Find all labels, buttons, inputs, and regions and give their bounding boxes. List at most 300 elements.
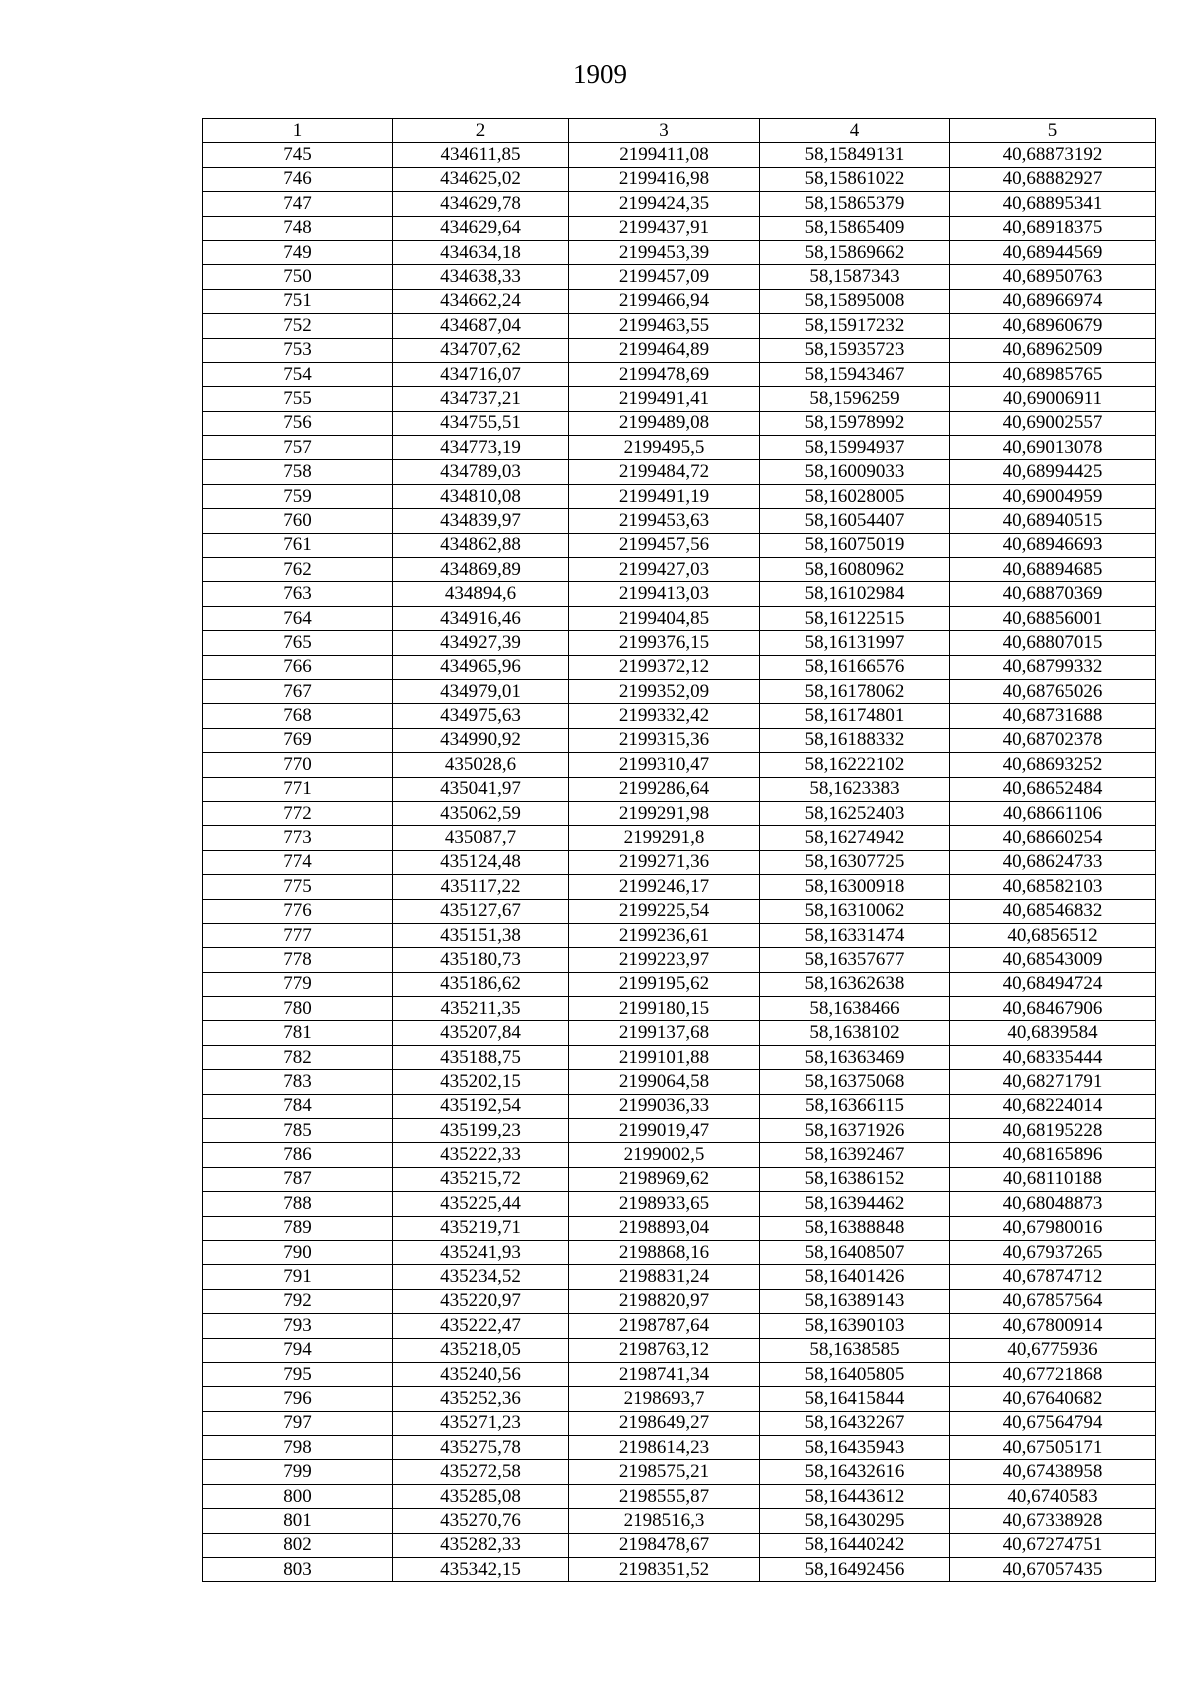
- y-coordinate-cell: 2199064,58: [569, 1070, 760, 1094]
- latitude-cell: 58,16300918: [760, 875, 950, 899]
- point-number-cell: 783: [203, 1070, 393, 1094]
- longitude-cell: 40,68624733: [950, 850, 1156, 874]
- coordinates-table: [202, 118, 1156, 1582]
- column-header: 2: [393, 119, 569, 143]
- y-coordinate-cell: 2199332,42: [569, 704, 760, 728]
- point-number-cell: 759: [203, 484, 393, 508]
- y-coordinate-cell: 2199489,08: [569, 411, 760, 435]
- latitude-cell: 58,15849131: [760, 143, 950, 167]
- x-coordinate-cell: 434975,63: [393, 704, 569, 728]
- point-number-cell: 776: [203, 899, 393, 923]
- longitude-cell: 40,68966974: [950, 289, 1156, 313]
- point-number-cell: 780: [203, 997, 393, 1021]
- table-row: [203, 1119, 1156, 1143]
- point-number-cell: 787: [203, 1167, 393, 1191]
- latitude-cell: 58,15978992: [760, 411, 950, 435]
- longitude-cell: 40,68661106: [950, 801, 1156, 825]
- x-coordinate-cell: 435151,38: [393, 923, 569, 947]
- longitude-cell: 40,67874712: [950, 1265, 1156, 1289]
- point-number-cell: 751: [203, 289, 393, 313]
- y-coordinate-cell: 2199437,91: [569, 216, 760, 240]
- latitude-cell: 58,16028005: [760, 484, 950, 508]
- longitude-cell: 40,68543009: [950, 948, 1156, 972]
- longitude-cell: 40,68731688: [950, 704, 1156, 728]
- table-row: [203, 1143, 1156, 1167]
- y-coordinate-cell: 2199424,35: [569, 192, 760, 216]
- y-coordinate-cell: 2199286,64: [569, 777, 760, 801]
- point-number-cell: 798: [203, 1436, 393, 1460]
- point-number-cell: 795: [203, 1362, 393, 1386]
- table-row: [203, 1021, 1156, 1045]
- point-number-cell: 753: [203, 338, 393, 362]
- table-row: [203, 1216, 1156, 1240]
- longitude-cell: 40,67721868: [950, 1362, 1156, 1386]
- y-coordinate-cell: 2199246,17: [569, 875, 760, 899]
- y-coordinate-cell: 2198575,21: [569, 1460, 760, 1484]
- x-coordinate-cell: 434625,02: [393, 167, 569, 191]
- latitude-cell: 58,15895008: [760, 289, 950, 313]
- x-coordinate-cell: 434979,01: [393, 679, 569, 703]
- latitude-cell: 58,16394462: [760, 1192, 950, 1216]
- longitude-cell: 40,68165896: [950, 1143, 1156, 1167]
- longitude-cell: 40,68873192: [950, 143, 1156, 167]
- table-row: [203, 923, 1156, 947]
- longitude-cell: 40,67980016: [950, 1216, 1156, 1240]
- column-header: 1: [203, 119, 393, 143]
- point-number-cell: 789: [203, 1216, 393, 1240]
- x-coordinate-cell: 434634,18: [393, 240, 569, 264]
- table-row: [203, 850, 1156, 874]
- table-row: [203, 289, 1156, 313]
- latitude-cell: 58,15943467: [760, 362, 950, 386]
- x-coordinate-cell: 434638,33: [393, 265, 569, 289]
- x-coordinate-cell: 435192,54: [393, 1094, 569, 1118]
- y-coordinate-cell: 2199413,03: [569, 582, 760, 606]
- longitude-cell: 40,68582103: [950, 875, 1156, 899]
- latitude-cell: 58,16389143: [760, 1289, 950, 1313]
- longitude-cell: 40,68546832: [950, 899, 1156, 923]
- x-coordinate-cell: 435234,52: [393, 1265, 569, 1289]
- x-coordinate-cell: 435271,23: [393, 1411, 569, 1435]
- point-number-cell: 773: [203, 826, 393, 850]
- x-coordinate-cell: 435285,08: [393, 1484, 569, 1508]
- point-number-cell: 794: [203, 1338, 393, 1362]
- point-number-cell: 792: [203, 1289, 393, 1313]
- y-coordinate-cell: 2199457,56: [569, 533, 760, 557]
- y-coordinate-cell: 2199411,08: [569, 143, 760, 167]
- table-row: [203, 826, 1156, 850]
- point-number-cell: 749: [203, 240, 393, 264]
- y-coordinate-cell: 2199137,68: [569, 1021, 760, 1045]
- latitude-cell: 58,16401426: [760, 1265, 950, 1289]
- x-coordinate-cell: 435222,47: [393, 1314, 569, 1338]
- y-coordinate-cell: 2199466,94: [569, 289, 760, 313]
- point-number-cell: 755: [203, 387, 393, 411]
- latitude-cell: 58,16075019: [760, 533, 950, 557]
- x-coordinate-cell: 435180,73: [393, 948, 569, 972]
- y-coordinate-cell: 2199271,36: [569, 850, 760, 874]
- longitude-cell: 40,68882927: [950, 167, 1156, 191]
- table-row: [203, 972, 1156, 996]
- x-coordinate-cell: 434716,07: [393, 362, 569, 386]
- longitude-cell: 40,68856001: [950, 606, 1156, 630]
- longitude-cell: 40,6740583: [950, 1484, 1156, 1508]
- x-coordinate-cell: 434611,85: [393, 143, 569, 167]
- x-coordinate-cell: 434789,03: [393, 460, 569, 484]
- latitude-cell: 58,16363469: [760, 1045, 950, 1069]
- y-coordinate-cell: 2198649,27: [569, 1411, 760, 1435]
- longitude-cell: 40,68870369: [950, 582, 1156, 606]
- header-row: [203, 119, 1156, 143]
- y-coordinate-cell: 2198516,3: [569, 1509, 760, 1533]
- longitude-cell: 40,68895341: [950, 192, 1156, 216]
- latitude-cell: 58,15869662: [760, 240, 950, 264]
- table-row: [203, 1362, 1156, 1386]
- latitude-cell: 58,16080962: [760, 558, 950, 582]
- x-coordinate-cell: 434916,46: [393, 606, 569, 630]
- x-coordinate-cell: 435225,44: [393, 1192, 569, 1216]
- longitude-cell: 40,67857564: [950, 1289, 1156, 1313]
- latitude-cell: 58,1638585: [760, 1338, 950, 1362]
- point-number-cell: 754: [203, 362, 393, 386]
- y-coordinate-cell: 2198787,64: [569, 1314, 760, 1338]
- latitude-cell: 58,16432616: [760, 1460, 950, 1484]
- table-row: [203, 1289, 1156, 1313]
- longitude-cell: 40,68962509: [950, 338, 1156, 362]
- point-number-cell: 745: [203, 143, 393, 167]
- table-row: [203, 436, 1156, 460]
- table-row: [203, 948, 1156, 972]
- x-coordinate-cell: 435218,05: [393, 1338, 569, 1362]
- table-row: [203, 1045, 1156, 1069]
- x-coordinate-cell: 435202,15: [393, 1070, 569, 1094]
- latitude-cell: 58,16174801: [760, 704, 950, 728]
- latitude-cell: 58,1587343: [760, 265, 950, 289]
- latitude-cell: 58,16054407: [760, 509, 950, 533]
- table-row: [203, 777, 1156, 801]
- point-number-cell: 778: [203, 948, 393, 972]
- latitude-cell: 58,16310062: [760, 899, 950, 923]
- table-row: [203, 655, 1156, 679]
- table-row: [203, 1509, 1156, 1533]
- table-row: [203, 1338, 1156, 1362]
- point-number-cell: 786: [203, 1143, 393, 1167]
- point-number-cell: 761: [203, 533, 393, 557]
- latitude-cell: 58,16388848: [760, 1216, 950, 1240]
- latitude-cell: 58,16371926: [760, 1119, 950, 1143]
- latitude-cell: 58,16178062: [760, 679, 950, 703]
- point-number-cell: 772: [203, 801, 393, 825]
- y-coordinate-cell: 2199291,98: [569, 801, 760, 825]
- y-coordinate-cell: 2198933,65: [569, 1192, 760, 1216]
- table-row: [203, 875, 1156, 899]
- latitude-cell: 58,16252403: [760, 801, 950, 825]
- y-coordinate-cell: 2199427,03: [569, 558, 760, 582]
- longitude-cell: 40,68110188: [950, 1167, 1156, 1191]
- x-coordinate-cell: 434810,08: [393, 484, 569, 508]
- y-coordinate-cell: 2198741,34: [569, 1362, 760, 1386]
- longitude-cell: 40,67438958: [950, 1460, 1156, 1484]
- x-coordinate-cell: 435222,33: [393, 1143, 569, 1167]
- longitude-cell: 40,67274751: [950, 1533, 1156, 1557]
- y-coordinate-cell: 2198763,12: [569, 1338, 760, 1362]
- latitude-cell: 58,16440242: [760, 1533, 950, 1557]
- x-coordinate-cell: 435124,48: [393, 850, 569, 874]
- table-row: [203, 679, 1156, 703]
- x-coordinate-cell: 434927,39: [393, 631, 569, 655]
- y-coordinate-cell: 2199180,15: [569, 997, 760, 1021]
- point-number-cell: 784: [203, 1094, 393, 1118]
- y-coordinate-cell: 2199453,63: [569, 509, 760, 533]
- point-number-cell: 785: [203, 1119, 393, 1143]
- longitude-cell: 40,67564794: [950, 1411, 1156, 1435]
- table-row: [203, 1558, 1156, 1582]
- column-header: 5: [950, 119, 1156, 143]
- longitude-cell: 40,68335444: [950, 1045, 1156, 1069]
- y-coordinate-cell: 2198351,52: [569, 1558, 760, 1582]
- latitude-cell: 58,16386152: [760, 1167, 950, 1191]
- latitude-cell: 58,16390103: [760, 1314, 950, 1338]
- longitude-cell: 40,68918375: [950, 216, 1156, 240]
- table-row: [203, 192, 1156, 216]
- x-coordinate-cell: 435127,67: [393, 899, 569, 923]
- point-number-cell: 764: [203, 606, 393, 630]
- y-coordinate-cell: 2199416,98: [569, 167, 760, 191]
- latitude-cell: 58,16307725: [760, 850, 950, 874]
- point-number-cell: 768: [203, 704, 393, 728]
- table-row: [203, 1240, 1156, 1264]
- latitude-cell: 58,16009033: [760, 460, 950, 484]
- point-number-cell: 782: [203, 1045, 393, 1069]
- y-coordinate-cell: 2199291,8: [569, 826, 760, 850]
- longitude-cell: 40,68702378: [950, 728, 1156, 752]
- y-coordinate-cell: 2199195,62: [569, 972, 760, 996]
- latitude-cell: 58,16430295: [760, 1509, 950, 1533]
- y-coordinate-cell: 2198820,97: [569, 1289, 760, 1313]
- table-body: [203, 143, 1156, 1582]
- x-coordinate-cell: 435211,35: [393, 997, 569, 1021]
- table-row: [203, 704, 1156, 728]
- y-coordinate-cell: 2198693,7: [569, 1387, 760, 1411]
- y-coordinate-cell: 2198831,24: [569, 1265, 760, 1289]
- latitude-cell: 58,15865409: [760, 216, 950, 240]
- latitude-cell: 58,16331474: [760, 923, 950, 947]
- latitude-cell: 58,16408507: [760, 1240, 950, 1264]
- point-number-cell: 793: [203, 1314, 393, 1338]
- y-coordinate-cell: 2198614,23: [569, 1436, 760, 1460]
- y-coordinate-cell: 2198868,16: [569, 1240, 760, 1264]
- point-number-cell: 770: [203, 753, 393, 777]
- point-number-cell: 790: [203, 1240, 393, 1264]
- longitude-cell: 40,68940515: [950, 509, 1156, 533]
- x-coordinate-cell: 435087,7: [393, 826, 569, 850]
- latitude-cell: 58,1638466: [760, 997, 950, 1021]
- y-coordinate-cell: 2199236,61: [569, 923, 760, 947]
- longitude-cell: 40,69013078: [950, 436, 1156, 460]
- latitude-cell: 58,16366115: [760, 1094, 950, 1118]
- longitude-cell: 40,68048873: [950, 1192, 1156, 1216]
- point-number-cell: 774: [203, 850, 393, 874]
- x-coordinate-cell: 435272,58: [393, 1460, 569, 1484]
- y-coordinate-cell: 2198478,67: [569, 1533, 760, 1557]
- x-coordinate-cell: 434687,04: [393, 314, 569, 338]
- x-coordinate-cell: 434862,88: [393, 533, 569, 557]
- latitude-cell: 58,15935723: [760, 338, 950, 362]
- point-number-cell: 788: [203, 1192, 393, 1216]
- latitude-cell: 58,16188332: [760, 728, 950, 752]
- latitude-cell: 58,16432267: [760, 1411, 950, 1435]
- longitude-cell: 40,68693252: [950, 753, 1156, 777]
- table-header: [203, 119, 1156, 143]
- latitude-cell: 58,16166576: [760, 655, 950, 679]
- longitude-cell: 40,69006911: [950, 387, 1156, 411]
- table-row: [203, 509, 1156, 533]
- x-coordinate-cell: 435215,72: [393, 1167, 569, 1191]
- x-coordinate-cell: 434990,92: [393, 728, 569, 752]
- longitude-cell: 40,68985765: [950, 362, 1156, 386]
- longitude-cell: 40,67640682: [950, 1387, 1156, 1411]
- latitude-cell: 58,16392467: [760, 1143, 950, 1167]
- y-coordinate-cell: 2199036,33: [569, 1094, 760, 1118]
- longitude-cell: 40,6775936: [950, 1338, 1156, 1362]
- table-row: [203, 1411, 1156, 1435]
- table-row: [203, 314, 1156, 338]
- longitude-cell: 40,68807015: [950, 631, 1156, 655]
- longitude-cell: 40,68960679: [950, 314, 1156, 338]
- point-number-cell: 750: [203, 265, 393, 289]
- point-number-cell: 779: [203, 972, 393, 996]
- y-coordinate-cell: 2199484,72: [569, 460, 760, 484]
- table-row: [203, 558, 1156, 582]
- latitude-cell: 58,16405805: [760, 1362, 950, 1386]
- x-coordinate-cell: 435252,36: [393, 1387, 569, 1411]
- y-coordinate-cell: 2199310,47: [569, 753, 760, 777]
- point-number-cell: 747: [203, 192, 393, 216]
- latitude-cell: 58,16122515: [760, 606, 950, 630]
- point-number-cell: 797: [203, 1411, 393, 1435]
- point-number-cell: 769: [203, 728, 393, 752]
- longitude-cell: 40,67800914: [950, 1314, 1156, 1338]
- point-number-cell: 757: [203, 436, 393, 460]
- x-coordinate-cell: 434839,97: [393, 509, 569, 533]
- latitude-cell: 58,16443612: [760, 1484, 950, 1508]
- point-number-cell: 746: [203, 167, 393, 191]
- table-row: [203, 606, 1156, 630]
- column-header: 3: [569, 119, 760, 143]
- y-coordinate-cell: 2199491,41: [569, 387, 760, 411]
- point-number-cell: 800: [203, 1484, 393, 1508]
- table-row: [203, 1094, 1156, 1118]
- y-coordinate-cell: 2199002,5: [569, 1143, 760, 1167]
- table-row: [203, 240, 1156, 264]
- longitude-cell: 40,68271791: [950, 1070, 1156, 1094]
- column-header: 4: [760, 119, 950, 143]
- table-row: [203, 387, 1156, 411]
- x-coordinate-cell: 435241,93: [393, 1240, 569, 1264]
- table-row: [203, 167, 1156, 191]
- longitude-cell: 40,67057435: [950, 1558, 1156, 1582]
- latitude-cell: 58,15917232: [760, 314, 950, 338]
- x-coordinate-cell: 434755,51: [393, 411, 569, 435]
- point-number-cell: 799: [203, 1460, 393, 1484]
- longitude-cell: 40,68944569: [950, 240, 1156, 264]
- x-coordinate-cell: 435207,84: [393, 1021, 569, 1045]
- longitude-cell: 40,68195228: [950, 1119, 1156, 1143]
- x-coordinate-cell: 435028,6: [393, 753, 569, 777]
- latitude-cell: 58,1623383: [760, 777, 950, 801]
- table-row: [203, 265, 1156, 289]
- latitude-cell: 58,16222102: [760, 753, 950, 777]
- x-coordinate-cell: 435188,75: [393, 1045, 569, 1069]
- latitude-cell: 58,16362638: [760, 972, 950, 996]
- x-coordinate-cell: 434629,78: [393, 192, 569, 216]
- table-row: [203, 1387, 1156, 1411]
- point-number-cell: 791: [203, 1265, 393, 1289]
- x-coordinate-cell: 434965,96: [393, 655, 569, 679]
- x-coordinate-cell: 434707,62: [393, 338, 569, 362]
- y-coordinate-cell: 2198969,62: [569, 1167, 760, 1191]
- table-row: [203, 362, 1156, 386]
- longitude-cell: 40,68494724: [950, 972, 1156, 996]
- y-coordinate-cell: 2199101,88: [569, 1045, 760, 1069]
- y-coordinate-cell: 2199463,55: [569, 314, 760, 338]
- table-row: [203, 997, 1156, 1021]
- latitude-cell: 58,1638102: [760, 1021, 950, 1045]
- table-row: [203, 801, 1156, 825]
- point-number-cell: 777: [203, 923, 393, 947]
- y-coordinate-cell: 2199457,09: [569, 265, 760, 289]
- point-number-cell: 752: [203, 314, 393, 338]
- longitude-cell: 40,67505171: [950, 1436, 1156, 1460]
- longitude-cell: 40,6839584: [950, 1021, 1156, 1045]
- x-coordinate-cell: 434737,21: [393, 387, 569, 411]
- y-coordinate-cell: 2199404,85: [569, 606, 760, 630]
- y-coordinate-cell: 2199478,69: [569, 362, 760, 386]
- y-coordinate-cell: 2198893,04: [569, 1216, 760, 1240]
- latitude-cell: 58,1596259: [760, 387, 950, 411]
- x-coordinate-cell: 435117,22: [393, 875, 569, 899]
- table-row: [203, 1533, 1156, 1557]
- longitude-cell: 40,68799332: [950, 655, 1156, 679]
- table-row: [203, 1265, 1156, 1289]
- point-number-cell: 796: [203, 1387, 393, 1411]
- table-row: [203, 411, 1156, 435]
- longitude-cell: 40,68765026: [950, 679, 1156, 703]
- latitude-cell: 58,15861022: [760, 167, 950, 191]
- point-number-cell: 766: [203, 655, 393, 679]
- point-number-cell: 765: [203, 631, 393, 655]
- x-coordinate-cell: 435062,59: [393, 801, 569, 825]
- longitude-cell: 40,68224014: [950, 1094, 1156, 1118]
- point-number-cell: 762: [203, 558, 393, 582]
- table-row: [203, 1436, 1156, 1460]
- x-coordinate-cell: 434869,89: [393, 558, 569, 582]
- table-row: [203, 753, 1156, 777]
- longitude-cell: 40,68946693: [950, 533, 1156, 557]
- x-coordinate-cell: 435186,62: [393, 972, 569, 996]
- point-number-cell: 763: [203, 582, 393, 606]
- latitude-cell: 58,16375068: [760, 1070, 950, 1094]
- latitude-cell: 58,16274942: [760, 826, 950, 850]
- table-row: [203, 1167, 1156, 1191]
- point-number-cell: 767: [203, 679, 393, 703]
- point-number-cell: 781: [203, 1021, 393, 1045]
- y-coordinate-cell: 2199464,89: [569, 338, 760, 362]
- point-number-cell: 801: [203, 1509, 393, 1533]
- y-coordinate-cell: 2199491,19: [569, 484, 760, 508]
- y-coordinate-cell: 2199453,39: [569, 240, 760, 264]
- table-row: [203, 1070, 1156, 1094]
